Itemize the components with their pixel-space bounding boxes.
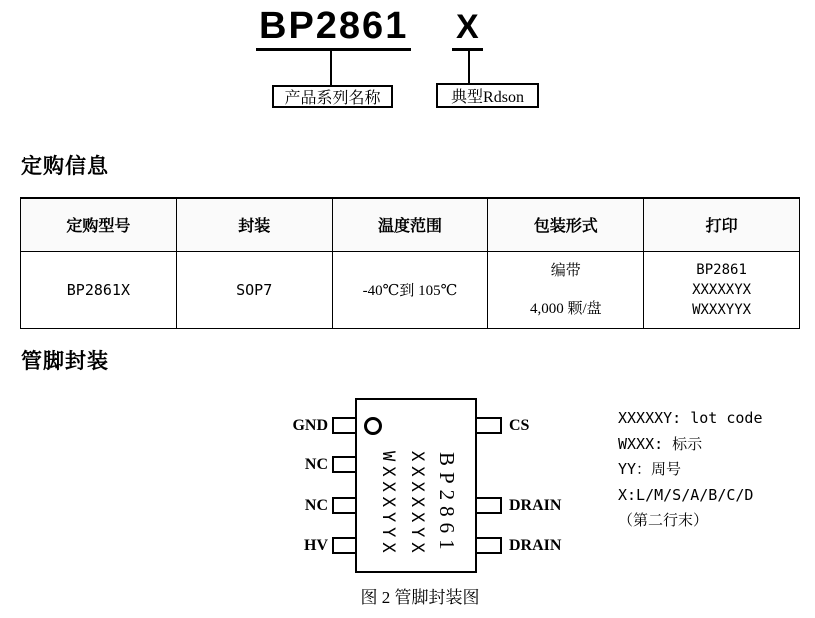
legend-lot-code: XXXXXY: lot code [618,409,763,427]
ordering-table [20,197,800,329]
connector-line-rdson [468,51,470,84]
col-header-temp-range: 温度范围 [332,198,488,251]
legend-wxxx: WXXX: 标示 [618,434,703,453]
cell-temp-range: -40℃到 105℃ [332,251,488,328]
marking-legend [618,406,763,534]
col-header-model: 定购型号 [21,198,177,251]
pin1-indicator-dot [364,417,382,435]
pin-drain-2 [475,537,502,554]
pin-nc-1 [332,456,357,473]
figure-caption: 图 2 管脚封装图 [360,588,480,607]
pin-nc-2 [332,497,357,514]
cell-model: BP2861X [21,251,177,328]
legend-line-note: （第二行末） [618,511,709,529]
cell-marking [644,251,800,328]
legend-x-options: X:L/M/S/A/B/C/D [618,485,754,504]
chip-marking-name: BP2861 [435,452,459,556]
packing-type: 编带 [550,262,581,279]
col-header-package: 封装 [176,198,332,251]
packing-qty: 4,000 颗/盘 [529,300,602,317]
chip-top-marking [372,440,462,568]
chip-marking-code-3: WXXXYYX [378,450,398,558]
marking-line-3: WXXXYYX [692,301,752,318]
marking-line-1: BP2861 [696,261,747,278]
pin-label-drain-1: DRAIN [509,497,562,514]
marking-line-2: XXXXXYX [692,281,752,298]
pin-gnd [332,417,357,434]
cell-packing [488,251,644,328]
part-suffix: X [452,8,483,51]
pin-drain-1 [475,497,502,514]
chip-marking-code-2: XXXXXYX [407,450,427,558]
series-name-callout: 产品系列名称 [272,85,393,108]
col-header-packing: 包装形式 [488,198,644,251]
pinout-heading: 管脚封装 [21,349,109,373]
legend-week: YY：周号 [618,460,682,478]
pin-label-hv: HV [304,537,328,554]
connector-line-series [330,51,332,86]
pin-label-drain-2: DRAIN [509,537,562,554]
col-header-marking: 打印 [644,198,800,251]
pin-label-gnd: GND [292,417,328,434]
ordering-info-heading: 定购信息 [21,154,109,178]
pin-cs [475,417,502,434]
pin-hv [332,537,357,554]
ordering-table-row [21,251,800,328]
pin-label-cs: CS [509,417,530,434]
part-number-title: BP2861 [256,5,411,51]
cell-package: SOP7 [176,251,332,328]
ordering-table-header-row [21,198,800,251]
rdson-callout: 典型Rdson [436,83,539,108]
pin-label-nc-2: NC [304,497,328,514]
pin-label-nc-1: NC [304,456,328,473]
